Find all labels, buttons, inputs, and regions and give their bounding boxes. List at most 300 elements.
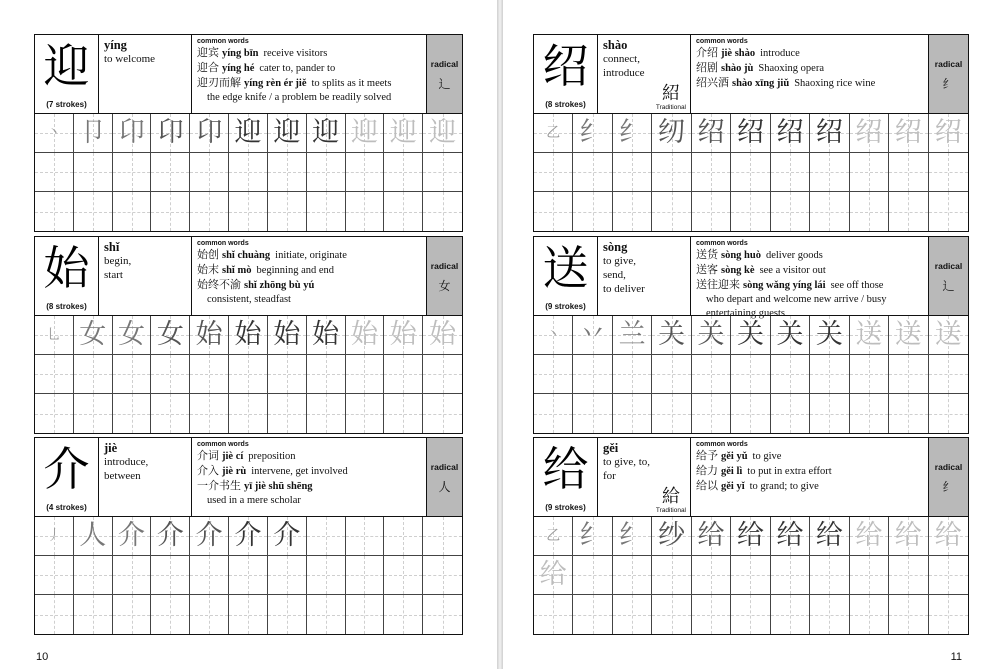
practice-cell	[113, 556, 152, 595]
practice-cell	[229, 316, 268, 355]
word-english: deliver goods	[765, 250, 823, 261]
practice-glyph: 始	[429, 319, 457, 350]
headword-box	[35, 237, 99, 315]
practice-cell	[35, 595, 74, 634]
radical-character: 辶	[942, 279, 955, 293]
practice-cell	[423, 316, 462, 355]
practice-cell	[229, 595, 268, 634]
practice-cell	[423, 192, 462, 231]
headword-box	[534, 438, 598, 516]
practice-cell	[35, 517, 74, 556]
practice-cell	[692, 556, 731, 595]
practice-cell	[268, 517, 307, 556]
practice-cell	[74, 595, 113, 634]
practice-glyph: 丿	[46, 528, 61, 544]
common-word-line	[197, 464, 421, 479]
pinyin: gěi	[603, 441, 619, 455]
practice-glyph: 始	[234, 319, 262, 350]
practice-cell	[692, 394, 731, 433]
practice-cell	[573, 316, 612, 355]
practice-glyph: 乙	[546, 125, 561, 141]
practice-cell	[151, 355, 190, 394]
practice-cell	[74, 192, 113, 231]
practice-glyph: 关	[776, 319, 804, 350]
practice-glyph: 送	[894, 319, 922, 350]
word-pinyin: yíng hé	[222, 63, 255, 74]
practice-cell	[731, 556, 770, 595]
word-hanzi: 送货	[696, 248, 718, 261]
word-pinyin: shǐ mò	[222, 265, 252, 276]
word-english: beginning and end	[256, 265, 335, 276]
practice-glyph: 兰	[618, 319, 646, 350]
practice-cell	[850, 192, 889, 231]
practice-grid	[534, 114, 968, 231]
word-english: receive visitors	[263, 48, 328, 59]
word-pinyin: sòng wǎng yíng lái	[743, 280, 826, 291]
practice-glyph: 女	[79, 319, 107, 350]
common-word-line	[696, 278, 923, 293]
practice-cell	[229, 192, 268, 231]
practice-cell	[889, 517, 928, 556]
practice-cell	[346, 595, 385, 634]
practice-cell	[74, 153, 113, 192]
practice-glyph: 人	[79, 520, 107, 551]
practice-cell	[534, 316, 573, 355]
practice-cell	[692, 114, 731, 153]
practice-glyph: 送	[855, 319, 883, 350]
radical-box	[426, 35, 462, 113]
practice-glyph: 纱	[658, 520, 686, 551]
word-english: to splits as it meets	[311, 78, 392, 89]
practice-cell	[771, 517, 810, 556]
practice-cell	[229, 556, 268, 595]
practice-cell	[731, 316, 770, 355]
practice-cell	[151, 595, 190, 634]
practice-cell	[35, 394, 74, 433]
practice-glyph: 乚	[46, 327, 61, 343]
practice-cell	[35, 316, 74, 355]
practice-glyph: 纟	[618, 520, 646, 551]
pinyin-meaning-box	[99, 237, 192, 315]
practice-cell	[151, 192, 190, 231]
practice-cell	[771, 595, 810, 634]
word-hanzi: 介词	[197, 449, 219, 462]
practice-cell	[810, 595, 849, 634]
common-word-line	[197, 91, 421, 105]
practice-cell	[573, 114, 612, 153]
meaning-line: start	[104, 269, 123, 281]
left-page	[0, 0, 497, 669]
practice-cell	[113, 316, 152, 355]
meaning-line: to deliver	[603, 283, 645, 295]
practice-cell	[692, 192, 731, 231]
practice-glyph: 给	[539, 559, 567, 590]
practice-glyph: 迎	[389, 117, 417, 148]
word-pinyin: shǐ zhōng bù yú	[244, 280, 315, 291]
radical-character: 女	[438, 279, 451, 293]
common-word-line	[197, 479, 421, 494]
practice-cell	[889, 556, 928, 595]
radical-label: radical	[934, 462, 963, 472]
word-english: introduce	[760, 48, 800, 59]
practice-cell	[384, 316, 423, 355]
practice-cell	[74, 394, 113, 433]
practice-cell	[423, 394, 462, 433]
radical-label: radical	[430, 462, 459, 472]
practice-cell	[771, 153, 810, 192]
practice-cell	[307, 316, 346, 355]
practice-cell	[534, 192, 573, 231]
practice-glyph: 丶	[46, 125, 61, 141]
common-word-line	[197, 494, 421, 508]
common-words-box	[192, 35, 426, 113]
common-word-line	[696, 263, 923, 278]
practice-cell	[384, 556, 423, 595]
practice-glyph: 卬	[156, 117, 184, 148]
practice-cell	[268, 316, 307, 355]
practice-glyph: 迎	[273, 117, 301, 148]
practice-cell	[771, 114, 810, 153]
radical-label: radical	[430, 261, 459, 271]
character-entry	[34, 437, 463, 635]
practice-cell	[35, 153, 74, 192]
entry-header	[35, 438, 462, 517]
practice-cell	[74, 556, 113, 595]
radical-box	[426, 237, 462, 315]
entry-header	[534, 438, 968, 517]
practice-cell	[113, 394, 152, 433]
pinyin-meaning-box	[598, 35, 691, 113]
practice-cell	[652, 595, 691, 634]
practice-cell	[190, 153, 229, 192]
word-hanzi: 始终不渝	[197, 278, 241, 291]
word-english: consistent, steadfast	[207, 294, 291, 305]
meaning-line: send,	[603, 269, 626, 281]
common-word-line	[696, 61, 923, 76]
practice-cell	[573, 355, 612, 394]
practice-cell	[190, 316, 229, 355]
practice-cell	[810, 192, 849, 231]
pinyin: sòng	[603, 240, 628, 254]
practice-cell	[384, 394, 423, 433]
practice-cell	[771, 192, 810, 231]
practice-glyph: 纟	[579, 520, 607, 551]
practice-cell	[573, 517, 612, 556]
word-hanzi: 送客	[696, 263, 718, 276]
common-word-line	[696, 248, 923, 263]
meaning-line: begin,	[104, 255, 132, 267]
word-hanzi: 绍兴酒	[696, 76, 729, 89]
practice-cell	[810, 556, 849, 595]
character-entry	[533, 437, 969, 635]
practice-cell	[731, 517, 770, 556]
practice-cell	[929, 394, 968, 433]
practice-cell	[613, 355, 652, 394]
radical-character: 人	[438, 480, 451, 494]
practice-cell	[652, 316, 691, 355]
practice-cell	[929, 595, 968, 634]
page-number-left: 10	[36, 651, 49, 663]
radical-character: 纟	[942, 480, 955, 494]
practice-cell	[113, 355, 152, 394]
practice-glyph: 女	[118, 319, 146, 350]
practice-cell	[268, 114, 307, 153]
stroke-count: (8 strokes)	[46, 302, 87, 311]
practice-cell	[268, 394, 307, 433]
stroke-count: (7 strokes)	[46, 100, 87, 109]
common-words-box	[192, 438, 426, 516]
practice-cell	[652, 355, 691, 394]
pinyin: shào	[603, 38, 628, 52]
practice-glyph: 关	[736, 319, 764, 350]
practice-cell	[929, 114, 968, 153]
practice-cell	[307, 192, 346, 231]
headword-character: 介	[43, 442, 90, 496]
practice-glyph: 给	[934, 520, 962, 551]
practice-cell	[423, 153, 462, 192]
pinyin: shǐ	[104, 240, 120, 254]
word-pinyin: shào xīng jiǔ	[732, 78, 790, 89]
practice-glyph: 始	[389, 319, 417, 350]
character-entry	[533, 236, 969, 434]
practice-glyph: 给	[894, 520, 922, 551]
common-word-line	[197, 278, 421, 293]
headword-character: 绍	[542, 39, 589, 93]
practice-cell	[346, 192, 385, 231]
word-pinyin: gěi yǔ	[721, 451, 748, 462]
word-pinyin: jiè cí	[222, 451, 244, 462]
common-words-title: common words	[197, 38, 249, 45]
word-hanzi: 给予	[696, 449, 718, 462]
word-hanzi: 绍剧	[696, 61, 718, 74]
headword-character: 送	[542, 241, 589, 295]
practice-glyph: 绍	[815, 117, 843, 148]
practice-cell	[384, 355, 423, 394]
practice-cell	[307, 517, 346, 556]
word-english: initiate, originate	[275, 250, 347, 261]
practice-cell	[613, 556, 652, 595]
practice-cell	[692, 517, 731, 556]
word-pinyin: jiè rù	[222, 466, 247, 477]
practice-cell	[850, 316, 889, 355]
meaning-line: introduce	[603, 67, 645, 79]
practice-cell	[731, 595, 770, 634]
practice-grid	[35, 316, 462, 433]
practice-cell	[573, 153, 612, 192]
practice-cell	[613, 517, 652, 556]
practice-cell	[889, 595, 928, 634]
practice-cell	[810, 517, 849, 556]
meaning-line: for	[603, 470, 616, 482]
practice-glyph: 迎	[234, 117, 262, 148]
practice-cell	[731, 355, 770, 394]
practice-cell	[74, 316, 113, 355]
practice-cell	[929, 556, 968, 595]
word-english: Shaoxing rice wine	[794, 78, 876, 89]
meaning-line: to give,	[603, 255, 636, 267]
practice-cell	[423, 556, 462, 595]
practice-cell	[889, 316, 928, 355]
practice-cell	[35, 114, 74, 153]
radical-box	[928, 237, 968, 315]
pinyin-meaning-box	[598, 237, 691, 315]
practice-grid	[534, 316, 968, 433]
word-hanzi: 一介书生	[197, 479, 241, 492]
meaning-line: connect,	[603, 53, 640, 65]
practice-cell	[423, 355, 462, 394]
word-hanzi: 迎宾	[197, 46, 219, 59]
common-word-line	[197, 293, 421, 307]
practice-cell	[692, 153, 731, 192]
practice-cell	[346, 153, 385, 192]
practice-cell	[229, 517, 268, 556]
common-words-title: common words	[696, 38, 748, 45]
practice-cell	[384, 114, 423, 153]
word-english: entertaining guests	[706, 308, 786, 319]
practice-cell	[771, 556, 810, 595]
practice-cell	[268, 153, 307, 192]
practice-cell	[151, 153, 190, 192]
practice-glyph: 关	[815, 319, 843, 350]
practice-cell	[810, 316, 849, 355]
practice-glyph: 乙	[546, 528, 561, 544]
entry-header	[35, 237, 462, 316]
practice-glyph: 纟	[579, 117, 607, 148]
practice-cell	[190, 114, 229, 153]
word-english: to give	[752, 451, 782, 462]
practice-cell	[573, 394, 612, 433]
word-hanzi: 送往迎来	[696, 278, 740, 291]
practice-cell	[889, 394, 928, 433]
practice-glyph: 绍	[894, 117, 922, 148]
practice-grid	[35, 517, 462, 634]
practice-glyph: 始	[312, 319, 340, 350]
common-word-line	[696, 293, 923, 307]
practice-cell	[307, 153, 346, 192]
practice-cell	[74, 517, 113, 556]
radical-label: radical	[934, 261, 963, 271]
word-hanzi: 介入	[197, 464, 219, 477]
practice-cell	[346, 355, 385, 394]
character-entry	[533, 34, 969, 232]
practice-cell	[929, 316, 968, 355]
practice-cell	[384, 517, 423, 556]
practice-cell	[346, 556, 385, 595]
practice-cell	[268, 595, 307, 634]
practice-cell	[850, 355, 889, 394]
character-entry	[34, 34, 463, 232]
common-word-line	[696, 479, 923, 494]
word-english: cater to, pander to	[259, 63, 336, 74]
radical-character: 辶	[438, 77, 451, 91]
word-english: preposition	[248, 451, 296, 462]
practice-glyph: 给	[815, 520, 843, 551]
stroke-count: (8 strokes)	[545, 100, 586, 109]
practice-cell	[534, 153, 573, 192]
practice-cell	[307, 394, 346, 433]
practice-glyph: 迎	[312, 117, 340, 148]
practice-glyph: 绍	[736, 117, 764, 148]
word-english: see a visitor out	[759, 265, 826, 276]
practice-cell	[307, 556, 346, 595]
practice-cell	[113, 517, 152, 556]
practice-cell	[692, 316, 731, 355]
practice-cell	[423, 114, 462, 153]
practice-cell	[190, 517, 229, 556]
practice-cell	[423, 517, 462, 556]
practice-cell	[613, 153, 652, 192]
practice-cell	[613, 394, 652, 433]
radical-label: radical	[430, 59, 459, 69]
practice-cell	[810, 355, 849, 394]
common-words-box	[192, 237, 426, 315]
practice-cell	[384, 595, 423, 634]
practice-cell	[229, 153, 268, 192]
entry-header	[534, 237, 968, 319]
traditional-label: Traditional	[655, 104, 686, 111]
radical-box	[426, 438, 462, 516]
word-hanzi: 给以	[696, 479, 718, 492]
pinyin: jiè	[104, 441, 118, 455]
practice-cell	[307, 355, 346, 394]
practice-cell	[384, 153, 423, 192]
practice-cell	[929, 153, 968, 192]
practice-cell	[889, 114, 928, 153]
practice-cell	[573, 192, 612, 231]
practice-cell	[346, 517, 385, 556]
practice-cell	[151, 394, 190, 433]
practice-cell	[731, 153, 770, 192]
word-pinyin: yī jiè shū shēng	[244, 481, 313, 492]
practice-cell	[771, 394, 810, 433]
practice-cell	[850, 153, 889, 192]
practice-cell	[731, 114, 770, 153]
word-pinyin: jiè shào	[721, 48, 756, 59]
practice-glyph: 介	[195, 520, 223, 551]
practice-cell	[652, 394, 691, 433]
practice-cell	[889, 192, 928, 231]
practice-glyph: 卬	[118, 117, 146, 148]
common-word-line	[197, 76, 421, 91]
page-number-right: 11	[950, 651, 962, 663]
word-hanzi: 迎合	[197, 61, 219, 74]
common-word-line	[197, 449, 421, 464]
practice-cell	[613, 192, 652, 231]
practice-cell	[113, 595, 152, 634]
practice-cell	[151, 556, 190, 595]
practice-cell	[850, 556, 889, 595]
practice-cell	[613, 114, 652, 153]
meaning-line: to welcome	[104, 53, 156, 65]
common-words-box	[691, 438, 928, 516]
practice-glyph: 给	[855, 520, 883, 551]
headword-box	[35, 438, 99, 516]
entry-header	[534, 35, 968, 114]
common-word-line	[197, 61, 421, 76]
common-word-line	[197, 263, 421, 278]
practice-cell	[731, 192, 770, 231]
common-word-line	[197, 46, 421, 61]
practice-glyph: 介	[234, 520, 262, 551]
practice-cell	[573, 556, 612, 595]
practice-glyph: 丶	[546, 327, 561, 343]
word-english: who depart and welcome new arrive / busy	[706, 294, 887, 305]
word-hanzi: 介绍	[696, 46, 718, 59]
practice-grid	[35, 114, 462, 231]
practice-glyph: 关	[697, 319, 725, 350]
pinyin: yíng	[104, 38, 127, 52]
practice-cell	[652, 517, 691, 556]
